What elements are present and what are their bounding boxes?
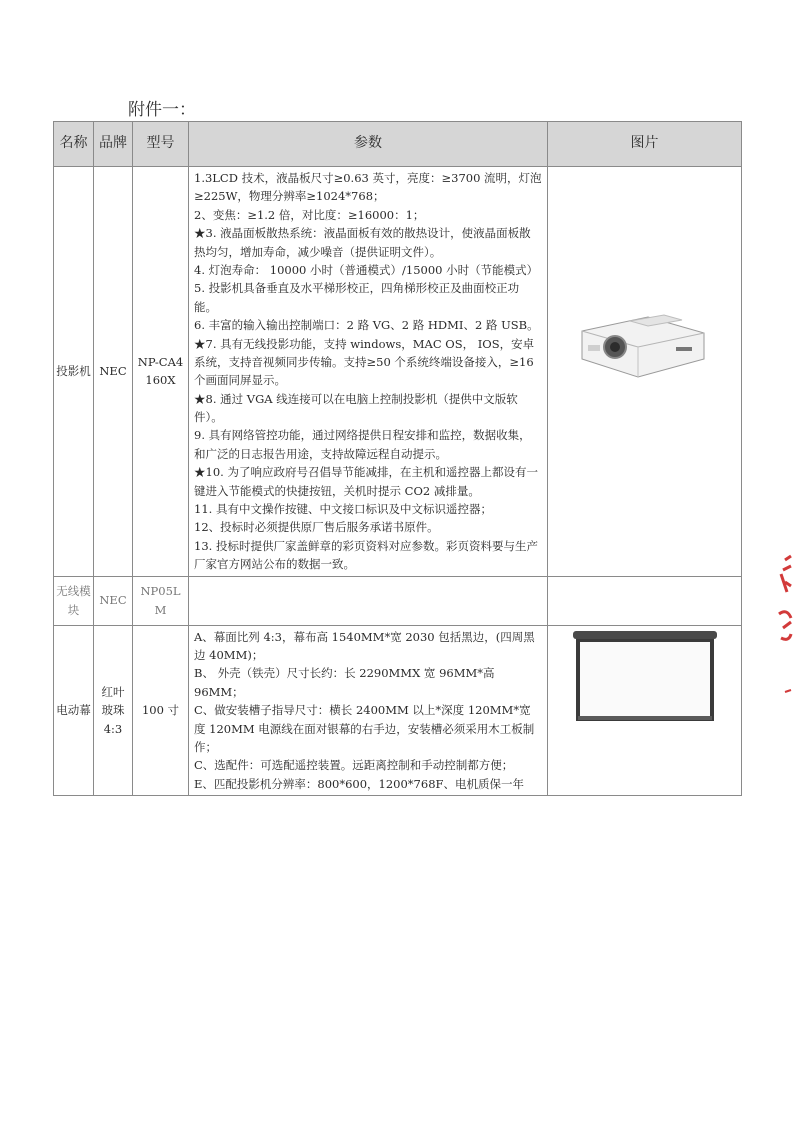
cell-model: 100 寸 <box>133 625 189 796</box>
attachment-heading: 附件一： <box>128 100 196 120</box>
param-line: 2、变焦：≥1.2 倍，对比度：≥16000：1； <box>194 207 425 222</box>
header-params: 参数 <box>189 122 548 167</box>
param-line: ★10. 为了响应政府号召倡导节能减排，在主机和遥控器上都设有一键进入节能模式的快捷按钮，关机时提示 CO2 减排量。 <box>194 465 538 498</box>
param-line: E、匹配投影机分辨率：800*600，1200*768F、电机质保一年 <box>194 776 524 791</box>
projection-screen-image <box>572 630 718 724</box>
header-model: 型号 <box>133 122 189 167</box>
cell-picture <box>548 576 742 625</box>
param-line: 4. 灯泡寿命： 10000 小时（普通模式）/15000 小时（节能模式） <box>194 262 539 277</box>
param-line: 11. 具有中文操作按键、中文接口标识及中文标识遥控器； <box>194 502 492 517</box>
param-line: C、选配件：可选配遥控装置。远距离控制和手动控制都方便； <box>194 758 514 773</box>
red-stamp-fragment <box>773 552 793 712</box>
cell-model: NP05LM <box>133 576 189 625</box>
projector-image <box>578 309 708 381</box>
param-line: ★3. 液晶面板散热系统：液晶面板有效的散热设计，使液晶面板散热均匀，增加寿命，减少噪音（提供证明文件）。 <box>194 226 531 259</box>
header-row <box>54 122 742 167</box>
param-line: A、幕面比列 4:3，幕布高 1540MM*宽 2030 包括黑边，(四周黑边 40MM)； <box>194 629 535 662</box>
param-line: 9. 具有网络管控功能，通过网络提供日程安排和监控，数据收集，和广泛的日志报告用途，支持故障远程自动提示。 <box>194 428 531 461</box>
cell-model: NP-CA4160X <box>133 167 189 577</box>
header-brand: 品牌 <box>94 122 133 167</box>
cell-name: 无线模块 <box>54 576 94 625</box>
cell-brand: NEC <box>94 576 133 625</box>
table-row-wireless-module <box>54 576 742 625</box>
param-line: ★8. 通过 VGA 线连接可以在电脑上控制投影机（提供中文版软件）。 <box>194 391 518 425</box>
cell-params <box>189 167 548 577</box>
param-line: 1.3LCD 技术，液晶板尺寸≥0.63 英寸，亮度：≥3700 流明，灯泡≥225W，物理分辨率≥1024*768； <box>194 171 542 204</box>
param-line: 5. 投影机具备垂直及水平梯形校正，四角梯形校正及曲面校正功能。 <box>194 281 520 314</box>
param-line: 12、投标时必须提供原厂售后服务承诺书原件。 <box>194 520 439 535</box>
cell-brand: 红叶玻珠4:3 <box>94 625 133 796</box>
cell-picture <box>548 625 742 796</box>
header-picture: 图片 <box>548 122 742 167</box>
param-line: 6. 丰富的输入输出控制端口：2 路 VG、2 路 HDMI、2 路 USB。 <box>194 318 539 333</box>
table-row-projector <box>54 167 742 577</box>
cell-name: 投影机 <box>54 167 94 577</box>
cell-params <box>189 625 548 796</box>
cell-picture <box>548 167 742 577</box>
table-row-electric-screen <box>54 625 742 796</box>
cell-params <box>189 576 548 625</box>
param-line: ★7. 具有无线投影功能，支持 windows，MAC OS， IOS，安卓系统，支持音视频同步传输。支持≥50 个系统终端设备接入，≥16 个画面同屏显示。 <box>194 336 535 388</box>
cell-name: 电动幕 <box>54 625 94 796</box>
header-name: 名称 <box>54 122 94 167</box>
param-line: 13. 投标时提供厂家盖鲜章的彩页资料对应参数。彩页资料要与生产厂家官方网站公布的数据一致。 <box>194 538 538 572</box>
cell-brand: NEC <box>94 167 133 577</box>
param-line: B、 外壳（铁壳）尺寸长约：长 2290MMX 宽 96MM*高 96MM； <box>194 666 495 699</box>
param-line: C、做安装槽子指导尺寸：横长 2400MM 以上*深度 120MM*宽度 120MM 电源线在面对银幕的右手边，安装槽必须采用木工板制作； <box>194 703 535 754</box>
spec-table <box>53 121 742 796</box>
